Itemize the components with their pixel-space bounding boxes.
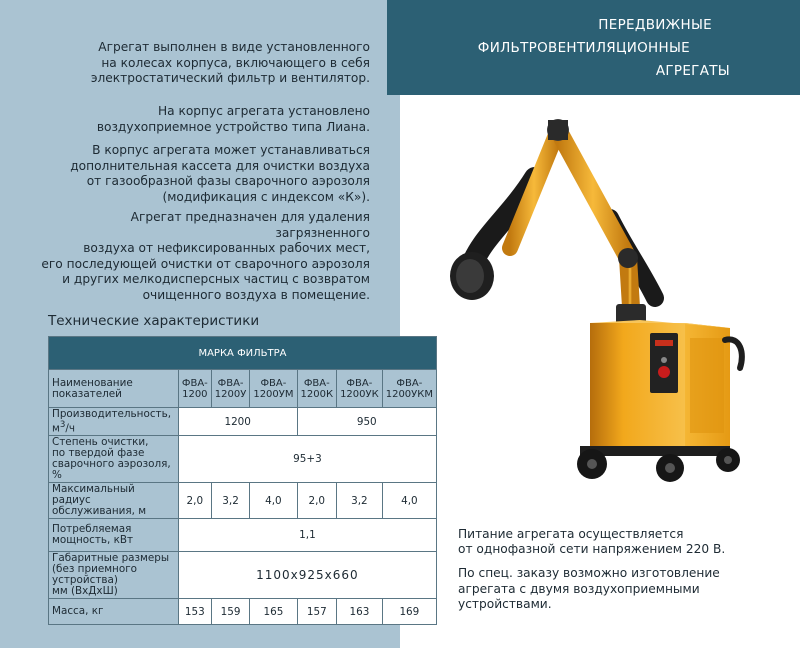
model-cell [382, 370, 436, 408]
label-line: обслуживания, м [52, 505, 147, 518]
intro-line: В корпус агрегата может устанавливаться [92, 143, 370, 157]
mass-value: 153 [178, 599, 211, 625]
note-line: Питание агрегата осуществляется [458, 527, 684, 541]
radius-value: 2,0 [297, 483, 337, 519]
model-cell [211, 370, 250, 408]
radius-value: 3,2 [211, 483, 250, 519]
mass-label: Масса, кг [49, 599, 179, 625]
model-line: 1200У [214, 388, 247, 400]
mass-value: 165 [250, 599, 297, 625]
note-line: По спец. заказу возможно изготовление [458, 566, 720, 581]
note-line: агрегата с двумя воздухоприемными [458, 581, 700, 596]
label-line: мощность, кВт [52, 534, 134, 547]
title-line-2: ФИЛЬТРОВЕНТИЛЯЦИОННЫЕ [477, 40, 690, 56]
intro-line: очищенного воздуха в помещение. [142, 287, 370, 302]
label-line: Степень очистки, [52, 436, 149, 449]
model-line: 1200УКМ [385, 388, 433, 400]
name-label-cell [49, 370, 179, 408]
radius-value: 4,0 [382, 483, 436, 519]
intro-paragraph-1 [40, 40, 370, 87]
model-line: ФВА- [303, 377, 330, 389]
label-line: по твердой фазе [52, 447, 145, 460]
intro-line: Агрегат предназначен для удаления загрязненного [130, 210, 370, 240]
intro-line: на колесах корпуса, включающего в себя [101, 55, 370, 70]
dims-value: 1100x925x660 [178, 552, 436, 599]
title-line-3: АГРЕГАТЫ [655, 63, 730, 79]
label-line: Максимальный радиус [52, 483, 135, 507]
intro-line: его последующей очистки от сварочного аэрозоля [41, 256, 370, 271]
note-line: устройствами. [458, 596, 552, 611]
power-value: 1,1 [178, 519, 436, 552]
model-line: ФВА- [346, 377, 373, 389]
power-notes [458, 527, 778, 621]
capacity-value-2: 950 [297, 408, 437, 436]
intro-line: воздуха от нефиксированных рабочих мест, [83, 241, 370, 256]
intro-line: Агрегат выполнен в виде установленного [98, 40, 370, 54]
mass-value: 163 [337, 599, 383, 625]
radius-value: 2,0 [178, 483, 211, 519]
capacity-unit: /ч [65, 422, 75, 435]
title-band [387, 0, 800, 95]
model-cell [297, 370, 337, 408]
joint-middle [618, 248, 638, 268]
cleaning-label [49, 436, 179, 483]
model-line: 1200К [300, 388, 334, 400]
radius-value: 4,0 [250, 483, 297, 519]
cleaning-value: 95+3 [178, 436, 436, 483]
model-line: 1200УК [340, 388, 379, 400]
radius-value: 3,2 [337, 483, 383, 519]
label-line: Габаритные размеры [52, 552, 170, 565]
title-line-1: ПЕРЕДВИЖНЫЕ [598, 17, 712, 33]
model-cell [178, 370, 211, 408]
model-line: ФВА- [181, 377, 208, 389]
label-line: сварочного аэрозоля, % [52, 458, 171, 482]
intro-line: от газообразной фазы сварочного аэрозоля [86, 174, 370, 189]
specs-table [48, 336, 437, 625]
specs-heading: Технические характеристики [48, 313, 260, 329]
note-line: от однофазной сети напряжением 220 В. [458, 542, 726, 557]
label-line: Потребляемая [52, 523, 132, 536]
model-line: ФВА- [260, 377, 287, 389]
mass-value: 157 [297, 599, 337, 625]
intro-line: электростатический фильтр и вентилятор. [90, 71, 370, 86]
brand-header: МАРКА ФИЛЬТРА [49, 337, 437, 370]
intro-paragraph-4 [40, 210, 370, 304]
arm-upper [558, 130, 628, 258]
stop-button-icon [658, 366, 670, 378]
intro-paragraph-3 [40, 143, 370, 205]
mass-value: 159 [211, 599, 250, 625]
model-line: ФВА- [396, 377, 423, 389]
capacity-value-1: 1200 [178, 408, 297, 436]
label-line: Наименование [52, 376, 133, 389]
fume-extractor-illustration [440, 108, 780, 490]
dims-label [49, 552, 179, 599]
model-cell [337, 370, 383, 408]
capacity-sup: 3 [59, 420, 66, 430]
model-line: 1200 [182, 388, 208, 400]
intro-line: На корпус агрегата установлено [157, 104, 370, 118]
model-line: 1200УМ [253, 388, 294, 400]
power-label [49, 519, 179, 552]
radius-label [49, 483, 179, 519]
intro-line: воздухоприемное устройство типа Лиана. [96, 119, 370, 134]
intro-line: и других мелкодисперсных частиц с возвратом [62, 272, 370, 287]
intro-line: дополнительная кассета для очистки воздуха [70, 158, 370, 173]
side-grille [690, 338, 724, 433]
label-line: (без приемного устройства) [52, 563, 138, 587]
intro-paragraph-2 [40, 104, 370, 135]
model-line: ФВА- [217, 377, 244, 389]
power-note [458, 527, 778, 557]
capacity-label-text: Производительность, м [52, 408, 172, 435]
mass-value: 169 [382, 599, 436, 625]
intro-line: (модификация с индексом «К»). [162, 189, 370, 204]
label-line: мм (ВхДхШ) [52, 585, 118, 598]
capacity-label [49, 408, 179, 436]
order-note [458, 566, 778, 612]
label-line: показателей [52, 387, 122, 400]
model-cell [250, 370, 297, 408]
